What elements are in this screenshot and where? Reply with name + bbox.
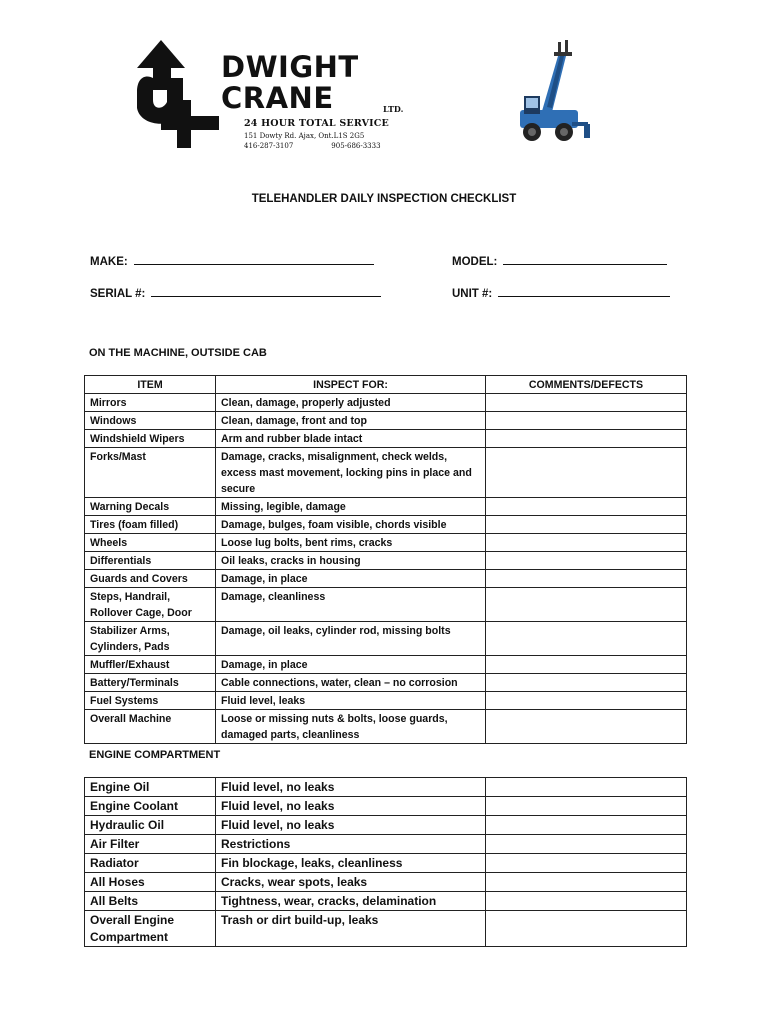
row-comments-cell[interactable] bbox=[486, 873, 687, 892]
table-row bbox=[85, 448, 687, 498]
row-item: Muffler/Exhaust bbox=[85, 656, 216, 674]
engine-compartment-table bbox=[84, 777, 687, 947]
logo-suffix: LTD. bbox=[383, 104, 404, 114]
table-row bbox=[85, 892, 687, 911]
table-row bbox=[85, 430, 687, 448]
row-inspect-for: Clean, damage, properly adjusted bbox=[216, 394, 486, 412]
table-row bbox=[85, 778, 687, 797]
model-label: MODEL: bbox=[452, 256, 498, 268]
logo-wordmark: DWIGHT CRANE bbox=[221, 50, 359, 115]
row-comments-cell[interactable] bbox=[486, 448, 687, 498]
row-comments-cell[interactable] bbox=[486, 674, 687, 692]
row-comments-cell[interactable] bbox=[486, 516, 687, 534]
row-inspect-for: Cable connections, water, clean – no corrosion bbox=[216, 674, 486, 692]
row-inspect-for: Loose lug bolts, bent rims, cracks bbox=[216, 534, 486, 552]
table-header-row bbox=[85, 376, 687, 394]
header-comments: COMMENTS/DEFECTS bbox=[486, 376, 687, 394]
row-inspect-for: Damage, in place bbox=[216, 656, 486, 674]
row-comments-cell[interactable] bbox=[486, 498, 687, 516]
row-comments-cell[interactable] bbox=[486, 911, 687, 947]
row-item: Tires (foam filled) bbox=[85, 516, 216, 534]
row-item: Windows bbox=[85, 412, 216, 430]
row-comments-cell[interactable] bbox=[486, 797, 687, 816]
row-inspect-for: Fluid level, no leaks bbox=[216, 797, 486, 816]
row-comments-cell[interactable] bbox=[486, 430, 687, 448]
row-comments-cell[interactable] bbox=[486, 656, 687, 674]
row-item: Forks/Mast bbox=[85, 448, 216, 498]
row-inspect-for: Loose or missing nuts & bolts, loose guards, damaged parts, cleanliness bbox=[216, 710, 486, 744]
row-item: Hydraulic Oil bbox=[85, 816, 216, 835]
model-field[interactable] bbox=[452, 255, 667, 268]
row-item: Air Filter bbox=[85, 835, 216, 854]
table-row bbox=[85, 710, 687, 744]
row-comments-cell[interactable] bbox=[486, 552, 687, 570]
table-row bbox=[85, 911, 687, 947]
company-logo bbox=[133, 38, 423, 153]
table-row bbox=[85, 534, 687, 552]
row-item: Guards and Covers bbox=[85, 570, 216, 588]
row-comments-cell[interactable] bbox=[486, 412, 687, 430]
header-inspect-for: INSPECT FOR: bbox=[216, 376, 486, 394]
row-comments-cell[interactable] bbox=[486, 534, 687, 552]
table-row bbox=[85, 674, 687, 692]
row-comments-cell[interactable] bbox=[486, 692, 687, 710]
row-inspect-for: Fluid level, no leaks bbox=[216, 778, 486, 797]
row-comments-cell[interactable] bbox=[486, 588, 687, 622]
row-comments-cell[interactable] bbox=[486, 778, 687, 797]
make-field[interactable] bbox=[90, 255, 374, 268]
model-blank[interactable] bbox=[503, 255, 667, 265]
row-inspect-for: Damage, cracks, misalignment, check welds, excess mast movement, locking pins in place and secure bbox=[216, 448, 486, 498]
row-item: Mirrors bbox=[85, 394, 216, 412]
row-comments-cell[interactable] bbox=[486, 394, 687, 412]
row-inspect-for: Fin blockage, leaks, cleanliness bbox=[216, 854, 486, 873]
make-label: MAKE: bbox=[90, 256, 128, 268]
row-comments-cell[interactable] bbox=[486, 835, 687, 854]
unit-blank[interactable] bbox=[498, 287, 670, 297]
table-row bbox=[85, 394, 687, 412]
table-row bbox=[85, 570, 687, 588]
logo-tagline: 24 HOUR TOTAL SERVICE bbox=[244, 118, 389, 129]
row-inspect-for: Damage, in place bbox=[216, 570, 486, 588]
header-item: ITEM bbox=[85, 376, 216, 394]
section-engine-title: ENGINE COMPARTMENT bbox=[89, 749, 221, 761]
row-inspect-for: Fluid level, leaks bbox=[216, 692, 486, 710]
table-row bbox=[85, 835, 687, 854]
row-item: Engine Coolant bbox=[85, 797, 216, 816]
logo-address: 151 Dowty Rd. Ajax, Ont.L1S 2G5 bbox=[244, 132, 365, 140]
row-inspect-for: Damage, bulges, foam visible, chords visible bbox=[216, 516, 486, 534]
row-inspect-for: Restrictions bbox=[216, 835, 486, 854]
row-comments-cell[interactable] bbox=[486, 892, 687, 911]
row-item: All Belts bbox=[85, 892, 216, 911]
row-inspect-for: Cracks, wear spots, leaks bbox=[216, 873, 486, 892]
logo-phone-1: 416-287-3107 bbox=[244, 142, 294, 150]
row-inspect-for: Damage, oil leaks, cylinder rod, missing bolts bbox=[216, 622, 486, 656]
table-row bbox=[85, 622, 687, 656]
serial-blank[interactable] bbox=[151, 287, 381, 297]
table-row bbox=[85, 516, 687, 534]
row-item: Overall Engine Compartment bbox=[85, 911, 216, 947]
table-row bbox=[85, 854, 687, 873]
row-item: Engine Oil bbox=[85, 778, 216, 797]
table-row bbox=[85, 656, 687, 674]
document-title: TELEHANDLER DAILY INSPECTION CHECKLIST bbox=[251, 193, 517, 205]
row-item: All Hoses bbox=[85, 873, 216, 892]
unit-label: UNIT #: bbox=[452, 288, 493, 300]
row-item: Stabilizer Arms, Cylinders, Pads bbox=[85, 622, 216, 656]
row-item: Fuel Systems bbox=[85, 692, 216, 710]
row-comments-cell[interactable] bbox=[486, 854, 687, 873]
unit-field[interactable] bbox=[452, 287, 670, 300]
row-item: Overall Machine bbox=[85, 710, 216, 744]
row-comments-cell[interactable] bbox=[486, 570, 687, 588]
row-inspect-for: Oil leaks, cracks in housing bbox=[216, 552, 486, 570]
table-row bbox=[85, 498, 687, 516]
row-inspect-for: Arm and rubber blade intact bbox=[216, 430, 486, 448]
table-row bbox=[85, 412, 687, 430]
row-inspect-for: Missing, legible, damage bbox=[216, 498, 486, 516]
logo-phone-2: 905-686-3333 bbox=[331, 142, 381, 150]
row-item: Battery/Terminals bbox=[85, 674, 216, 692]
crane-logo-icon bbox=[133, 38, 223, 150]
table-row bbox=[85, 692, 687, 710]
table-row bbox=[85, 588, 687, 622]
section-outside-cab-title: ON THE MACHINE, OUTSIDE CAB bbox=[89, 347, 267, 359]
logo-phones bbox=[244, 142, 381, 150]
row-item: Windshield Wipers bbox=[85, 430, 216, 448]
outside-cab-table bbox=[84, 375, 687, 744]
row-inspect-for: Fluid level, no leaks bbox=[216, 816, 486, 835]
telehandler-image bbox=[510, 38, 600, 148]
row-inspect-for: Tightness, wear, cracks, delamination bbox=[216, 892, 486, 911]
table-row bbox=[85, 873, 687, 892]
row-item: Steps, Handrail, Rollover Cage, Door bbox=[85, 588, 216, 622]
make-blank[interactable] bbox=[134, 255, 374, 265]
table-row bbox=[85, 816, 687, 835]
row-inspect-for: Clean, damage, front and top bbox=[216, 412, 486, 430]
table-row bbox=[85, 552, 687, 570]
row-comments-cell[interactable] bbox=[486, 710, 687, 744]
row-inspect-for: Damage, cleanliness bbox=[216, 588, 486, 622]
row-item: Wheels bbox=[85, 534, 216, 552]
row-comments-cell[interactable] bbox=[486, 816, 687, 835]
row-inspect-for: Trash or dirt build-up, leaks bbox=[216, 911, 486, 947]
row-item: Radiator bbox=[85, 854, 216, 873]
row-item: Warning Decals bbox=[85, 498, 216, 516]
serial-field[interactable] bbox=[90, 287, 381, 300]
row-item: Differentials bbox=[85, 552, 216, 570]
serial-label: SERIAL #: bbox=[90, 288, 146, 300]
row-comments-cell[interactable] bbox=[486, 622, 687, 656]
table-row bbox=[85, 797, 687, 816]
